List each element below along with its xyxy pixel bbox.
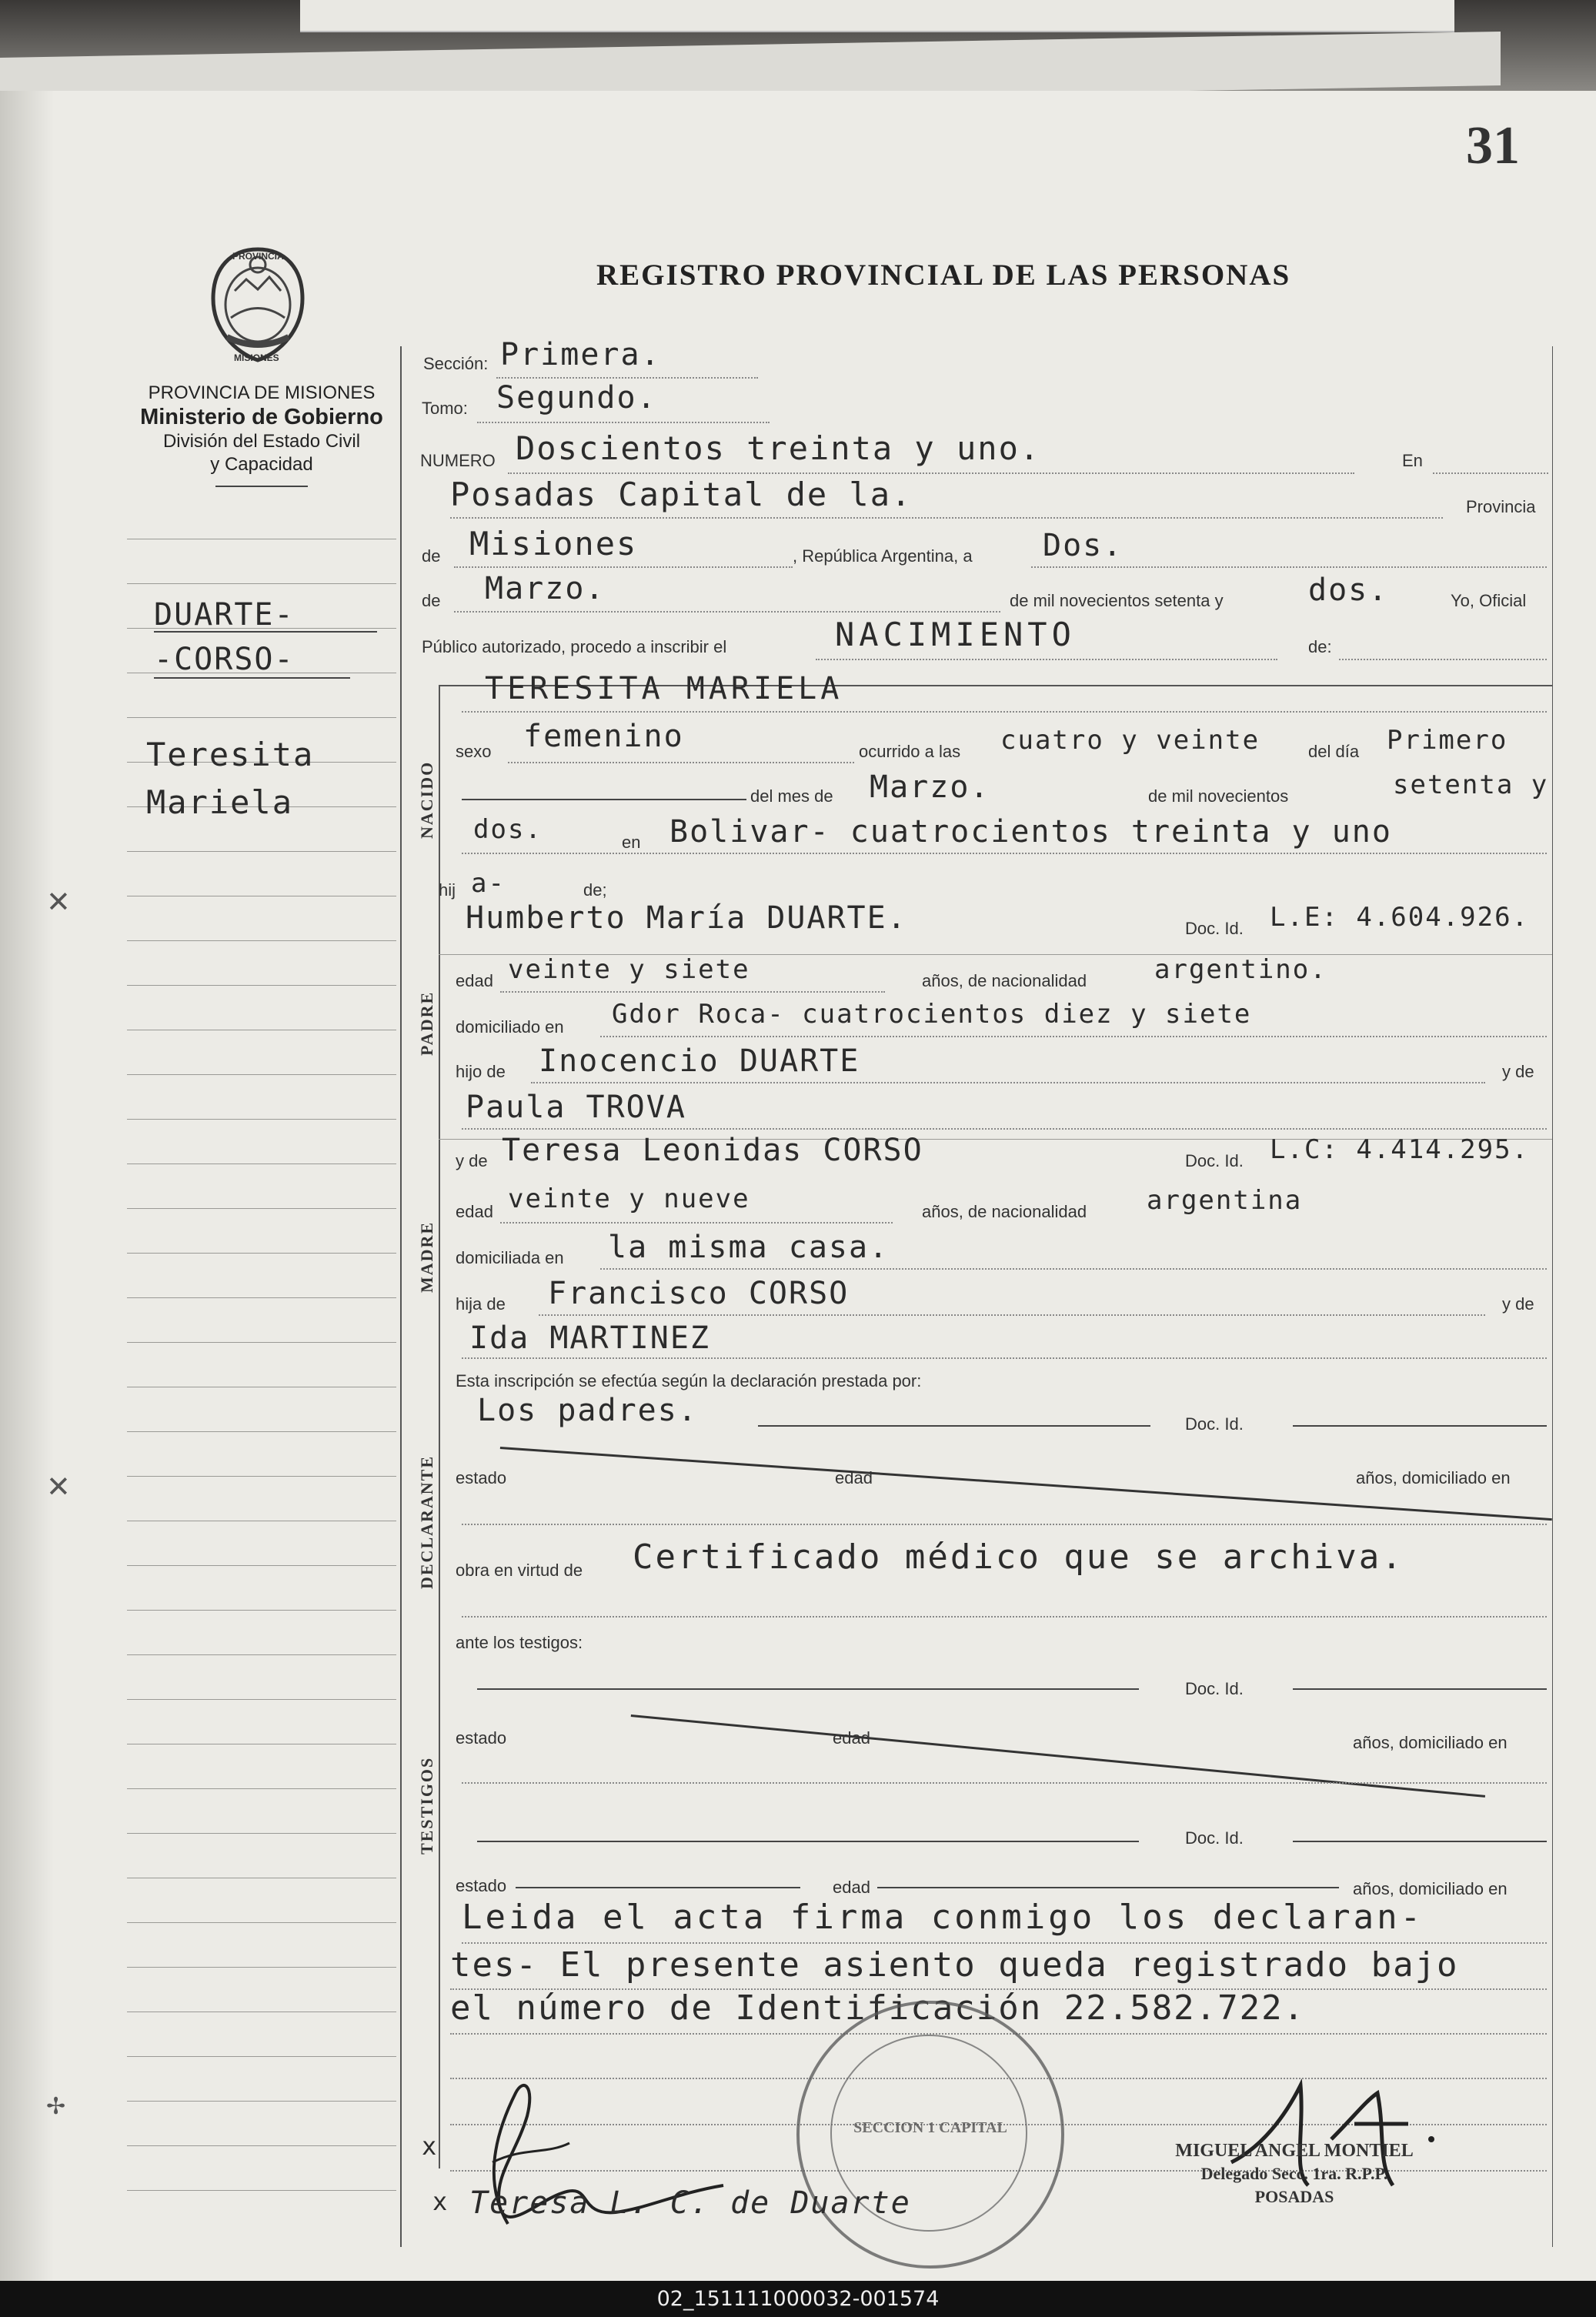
ministry-label: Ministerio de Gobierno	[140, 405, 383, 429]
fill-line	[816, 659, 1277, 660]
edad-label-5: edad	[833, 1878, 870, 1897]
fill-line	[477, 422, 770, 423]
margin-surname-2: -CORSO-	[154, 642, 295, 677]
margin-ruled-line	[127, 1833, 396, 1834]
division-label: División del Estado Civil	[162, 431, 361, 452]
margin-ruled-line	[127, 717, 396, 718]
lugar-nacimiento-value: Bolivar- cuatrocientos treinta y uno	[669, 814, 1392, 850]
padre-madre-value: Paula TROVA	[466, 1090, 686, 1125]
hij-label: hij	[439, 880, 456, 900]
margin-divider	[400, 346, 402, 2247]
doc-id-label-4: Doc. Id.	[1185, 1679, 1244, 1698]
domiciliado-label: domiciliado en	[456, 1017, 564, 1037]
fill-line	[531, 1082, 1485, 1083]
margin-ruled-line	[127, 1788, 396, 1789]
fill-line	[462, 1128, 1547, 1130]
hij-suffix-value: a-	[471, 868, 506, 899]
underlying-page-edge	[300, 0, 1454, 32]
fill-line	[500, 1222, 893, 1224]
anos-nac-label: años, de nacionalidad	[922, 971, 1087, 990]
blank-line	[477, 1841, 1139, 1842]
margin-ruled-line	[127, 1654, 396, 1655]
margin-ruled-line	[127, 985, 396, 986]
fill-line	[600, 1036, 1547, 1037]
anos-dom-label: años, domiciliado en	[1356, 1468, 1511, 1487]
fill-line	[600, 1268, 1547, 1270]
provincia-label: Provincia	[1466, 497, 1536, 516]
sexo-value: femenino	[523, 719, 684, 754]
fill-line	[1031, 566, 1547, 568]
seccion-value: Primera.	[500, 337, 661, 372]
fill-line	[1433, 472, 1548, 474]
anio-nacimiento-cont: dos.	[473, 814, 543, 845]
stamp-round-text: SECCION 1 CAPITAL	[853, 2119, 1007, 2136]
fill-line	[462, 1524, 1547, 1525]
margin-ruled-line	[127, 583, 396, 584]
inscripcion-label: Esta inscripción se efectúa según la declaración prestada por:	[456, 1371, 922, 1391]
blank-line	[1293, 1688, 1547, 1690]
margin-ruled-line	[127, 1922, 396, 1923]
lugar-value: Posadas Capital de la.	[450, 476, 913, 513]
margin-ruled-line	[127, 1565, 396, 1566]
en-label: En	[1402, 451, 1423, 470]
fill-line	[1339, 659, 1547, 660]
staple-icon: ✢	[46, 2093, 66, 2120]
provincia-value: Misiones	[469, 525, 638, 563]
del-dia-label: del día	[1308, 742, 1360, 761]
page-number: 31	[1466, 116, 1520, 175]
staple-icon: ✕	[46, 885, 71, 919]
hijo-de-label: hijo de	[456, 1062, 506, 1081]
yo-oficial-label: Yo, Oficial	[1451, 591, 1527, 610]
cierre-linea-2: tes- El presente asiento queda registrado bajo	[450, 1945, 1459, 1985]
page-title: REGISTRO PROVINCIAL DE LAS PERSONAS	[596, 259, 1291, 292]
fill-line	[462, 711, 1547, 713]
fill-line	[462, 853, 1547, 854]
margin-ruled-line	[127, 1967, 396, 1968]
seal-bottom-text: MISIONES	[234, 352, 279, 363]
domiciliada-label: domiciliada en	[456, 1248, 564, 1267]
fill-line	[462, 1357, 1547, 1359]
republica-label: , República Argentina, a	[793, 546, 973, 566]
numero-label: NUMERO	[420, 451, 496, 470]
margin-ruled-line	[127, 1342, 396, 1343]
fill-line	[462, 1942, 1547, 1944]
fill-line	[508, 472, 1354, 474]
margin-ruled-line	[127, 851, 396, 852]
estado-label-3: estado	[456, 1876, 507, 1895]
anio-value: dos.	[1308, 573, 1389, 608]
dia-nacimiento-value: Primero	[1387, 725, 1508, 756]
edad-label-3: edad	[835, 1468, 873, 1487]
nombre-inscripto: TERESITA MARIELA	[485, 671, 843, 706]
sexo-label: sexo	[456, 742, 492, 761]
y-de-label-2: y de	[456, 1151, 488, 1170]
section-label-nacido: NACIDO	[417, 760, 436, 839]
fill-line	[462, 1616, 1547, 1618]
fill-line	[462, 1782, 1547, 1784]
binding-spine	[0, 91, 54, 2281]
madre-doc-value: L.C: 4.414.295.	[1270, 1134, 1530, 1165]
de-label-2: de	[422, 591, 441, 610]
section-label-padre: PADRE	[417, 990, 436, 1056]
blank-line	[1293, 1841, 1547, 1842]
seal-top-text: PROVINCIA	[232, 251, 284, 262]
margin-given-1: Teresita	[146, 736, 315, 773]
fill-line	[500, 991, 885, 993]
doc-id-label-3: Doc. Id.	[1185, 1414, 1244, 1434]
anos-dom-label-2: años, domiciliado en	[1353, 1733, 1508, 1752]
del-mes-label: del mes de	[750, 786, 833, 806]
seccion-label: Sección:	[423, 354, 489, 373]
section-label-testigos: TESTIGOS	[417, 1756, 436, 1855]
blank-line	[462, 799, 746, 800]
de-label-3: de:	[1308, 637, 1332, 656]
blank-line	[877, 1887, 1339, 1888]
blank-line	[477, 1688, 1139, 1690]
province-label: PROVINCIA DE MISIONES	[148, 382, 376, 403]
margin-ruled-line	[127, 1208, 396, 1209]
padre-nombre: Humberto María DUARTE.	[466, 900, 907, 936]
en-label-2: en	[622, 833, 641, 852]
margin-ruled-line	[127, 1253, 396, 1254]
madre-nombre: Teresa Leonidas CORSO	[502, 1133, 923, 1168]
margin-ruled-line	[127, 2145, 396, 2146]
section-label-declarante: DECLARANTE	[417, 1454, 436, 1589]
round-official-stamp	[796, 2001, 1064, 2269]
tipo-acta-value: NACIMIENTO	[835, 616, 1076, 653]
margin-ruled-line	[127, 940, 396, 941]
anos-dom-label-3: años, domiciliado en	[1353, 1879, 1508, 1898]
margin-ruled-line	[127, 1476, 396, 1477]
de-label: de	[422, 546, 441, 566]
cierre-linea-1: Leida el acta firma conmigo los declaran-	[462, 1898, 1424, 1937]
official-name: MIGUEL ANGEL MONTIEL	[1175, 2141, 1414, 2161]
divider	[215, 486, 308, 487]
estado-label-2: estado	[456, 1728, 507, 1748]
margin-ruled-line	[127, 1431, 396, 1432]
madre-hija-de-value: Francisco CORSO	[548, 1276, 850, 1311]
madre-madre-value: Ida MARTINEZ	[469, 1320, 710, 1356]
madre-domicilio-value: la misma casa.	[608, 1230, 890, 1265]
doc-id-label: Doc. Id.	[1185, 919, 1244, 938]
publico-label: Público autorizado, procedo a inscribir el	[422, 637, 727, 656]
doc-id-label-2: Doc. Id.	[1185, 1151, 1244, 1170]
fill-line	[496, 377, 758, 379]
division-label-2: y Capacidad	[210, 454, 313, 475]
declarante-value: Los padres.	[477, 1393, 698, 1428]
padre-edad-value: veinte y siete	[508, 954, 750, 985]
mes-nacimiento-value: Marzo.	[870, 770, 990, 805]
fill-line	[450, 517, 1443, 519]
section-label-madre: MADRE	[417, 1220, 436, 1293]
edad-label-4: edad	[833, 1728, 870, 1748]
de-label-4: de;	[583, 880, 607, 900]
blank-line	[758, 1425, 1150, 1427]
tomo-label: Tomo:	[422, 399, 468, 418]
x-mark: x	[422, 2132, 439, 2161]
obra-value: Certificado médico que se archiva.	[633, 1537, 1404, 1577]
padre-domicilio-value: Gdor Roca- cuatrocientos diez y siete	[612, 999, 1252, 1030]
padre-hijo-de-value: Inocencio DUARTE	[539, 1043, 860, 1079]
padre-doc-value: L.E: 4.604.926.	[1270, 902, 1530, 933]
de-mil-label: de mil novecientos setenta y	[1010, 591, 1224, 610]
margin-given-2: Mariela	[146, 783, 294, 821]
y-de-label: y de	[1502, 1062, 1534, 1081]
fill-line	[454, 611, 1000, 613]
issuing-authority	[123, 382, 400, 487]
coat-of-arms-icon	[204, 245, 312, 364]
tomo-value: Segundo.	[496, 380, 657, 416]
edad-label-2: edad	[456, 1202, 493, 1221]
dia-value: Dos.	[1043, 528, 1124, 563]
de-mil-2-label: de mil novecientos	[1148, 786, 1289, 806]
y-de-label-3: y de	[1502, 1294, 1534, 1314]
fill-line	[454, 566, 793, 568]
section-divider	[439, 685, 440, 2168]
estado-label: estado	[456, 1468, 507, 1487]
margin-ruled-line	[127, 1074, 396, 1075]
underline	[154, 677, 350, 679]
anos-nac-label-2: años, de nacionalidad	[922, 1202, 1087, 1221]
underline	[154, 631, 377, 633]
mes-value: Marzo.	[485, 571, 606, 606]
margin-ruled-line	[127, 1610, 396, 1611]
margin-ruled-line	[127, 1119, 396, 1120]
hora-value: cuatro y veinte	[1000, 725, 1260, 756]
staple-icon: ✕	[46, 1470, 71, 1504]
edad-label: edad	[456, 971, 493, 990]
official-role: Delegado Secc. 1ra. R.P.P.	[1200, 2164, 1388, 2183]
hija-de-label: hija de	[456, 1294, 506, 1314]
ocurrido-label: ocurrido a las	[859, 742, 961, 761]
blank-line	[1293, 1425, 1547, 1427]
margin-ruled-line	[127, 2101, 396, 2102]
blank-line	[516, 1887, 800, 1888]
official-name-stamp	[1133, 2139, 1456, 2224]
official-place: POSADAS	[1254, 2187, 1334, 2206]
margin-ruled-line	[127, 2056, 396, 2057]
margin-ruled-line	[127, 2190, 396, 2191]
ante-label: ante los testigos:	[456, 1633, 583, 1652]
madre-edad-value: veinte y nueve	[508, 1184, 750, 1214]
doc-id-label-5: Doc. Id.	[1185, 1828, 1244, 1848]
x-mark-2: x	[432, 2187, 449, 2216]
scan-id-footer: 02_151111000032-001574	[0, 2281, 1596, 2317]
margin-ruled-line	[127, 1297, 396, 1298]
padre-nacionalidad-value: argentino.	[1154, 954, 1327, 985]
numero-value: Doscientos treinta y uno.	[516, 429, 1041, 467]
margin-surname-1: DUARTE-	[154, 597, 295, 633]
obra-label: obra en virtud de	[456, 1561, 583, 1580]
declarant-signature-text: Teresa L. C. de Duarte	[469, 2185, 911, 2221]
fill-line	[539, 1314, 1485, 1316]
anio-nacimiento-value: setenta y	[1393, 770, 1549, 800]
cierre-linea-3: el número de Identificación 22.582.722.	[450, 1988, 1306, 2028]
madre-nacionalidad-value: argentina	[1147, 1185, 1303, 1216]
right-border	[1552, 346, 1553, 2247]
margin-ruled-line	[127, 1699, 396, 1700]
fill-line	[508, 762, 854, 763]
